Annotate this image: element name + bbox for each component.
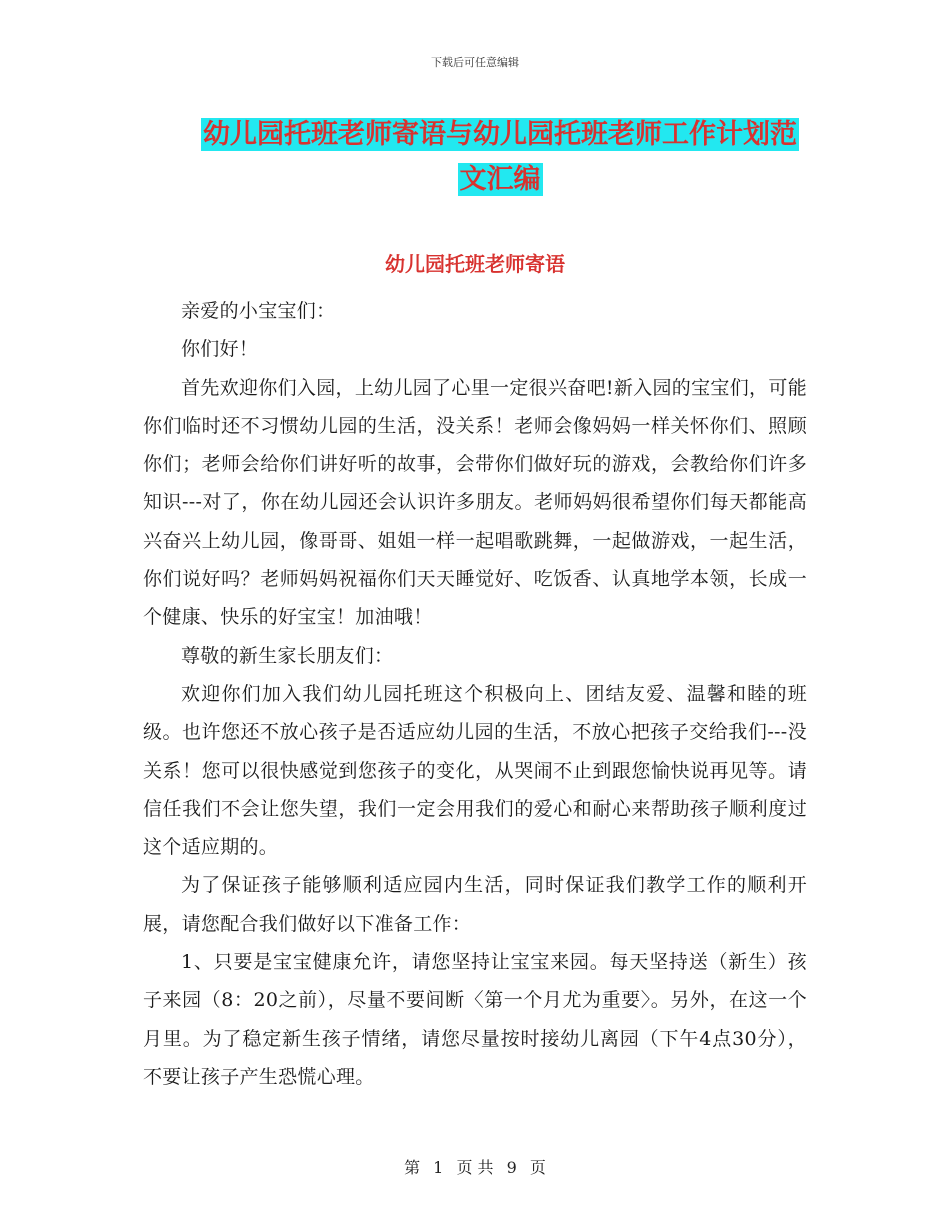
paragraph-greeting-children: 亲爱的小宝宝们：: [181, 300, 336, 322]
paragraph-welcome-children: 首先欢迎你们入园，上幼儿园了心里一定很兴奋吧!新入园的宝宝们，可能你们临时还不习惯幼儿园的生活，没关系！老师会像妈妈一样关怀你们、照顾你们；老师会给你们讲好听的故事，会带你们做好玩的游戏，会教给你们许多知识---对了，你在幼儿园还会认识许多朋友。老师妈妈很希望你们每天都能高兴奋兴上幼儿园，像哥哥、姐姐一样一起唱歌跳舞，一起做游戏，一起生活，你们说好吗？老师妈妈祝福你们天天睡觉好、吃饭香、认真地学本领，长成一个健康、快乐的好宝宝！加油哦！: [143, 376, 807, 629]
document-title-text: 幼儿园托班老师寄语与幼儿园托班老师工作计划范文汇编: [203, 119, 797, 195]
paragraph-greeting-parents: 尊敬的新生家长朋友们：: [181, 644, 394, 667]
section-title: 幼儿园托班老师寄语: [385, 252, 565, 276]
total-pages: 9: [506, 1158, 517, 1177]
page-label-prefix: 第: [404, 1158, 421, 1177]
page-header-note: 下载后可任意编辑: [431, 56, 519, 69]
page-number: 1: [433, 1158, 444, 1177]
paragraph-hello: 你们好！: [181, 338, 259, 361]
page-footer: [0, 1155, 950, 1178]
document-title: [190, 112, 810, 202]
paragraph-preparation-intro: 为了保证孩子能够顺利适应园内生活，同时保证我们教学工作的顺利开展，请您配合我们做好以下准备工作：: [143, 874, 807, 935]
paragraph-item-1: 1、只要是宝宝健康允许，请您坚持让宝宝来园。每天坚持送（新生）孩子来园（8：20之前），尽量不要间断〈第一个月尤为重要〉。另外，在这一个月里。为了稳定新生孩子情绪，请您尽量按时接幼儿离园（下午4点30分），不要让孩子产生恐慌心理。: [143, 951, 807, 1088]
page-label-middle: 页 共: [456, 1158, 494, 1177]
paragraph-welcome-parents: 欢迎你们加入我们幼儿园托班这个积极向上、团结友爱、温馨和睦的班级。也许您还不放心孩子是否适应幼儿园的生活，不放心把孩子交给我们---没关系！您可以很快感觉到您孩子的变化，从哭闹不止到跟您愉快说再见等。请信任我们不会让您失望，我们一定会用我们的爱心和耐心来帮助孩子顺利度过这个适应期的。: [143, 682, 807, 859]
document-body: [143, 292, 807, 1096]
page-label-suffix: 页: [529, 1158, 546, 1177]
